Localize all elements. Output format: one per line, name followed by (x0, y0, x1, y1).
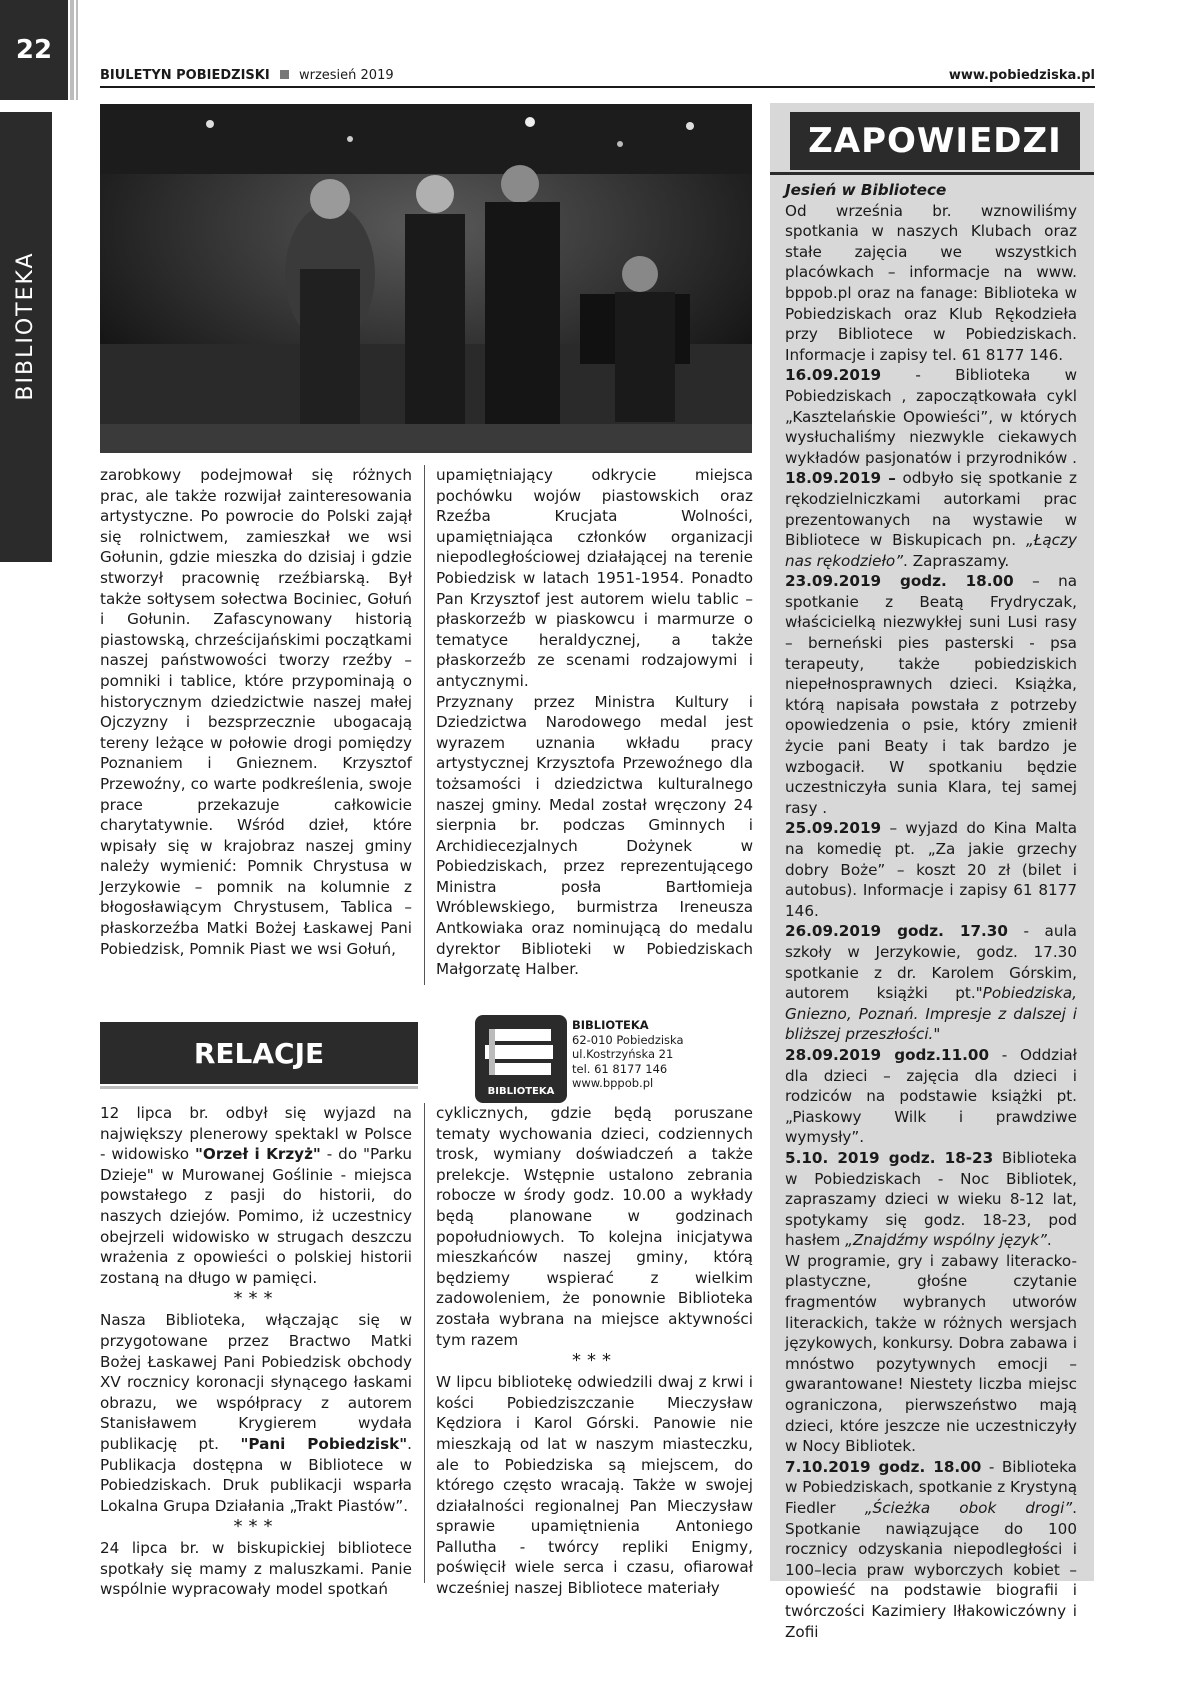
article-paragraph: upamiętniający odkrycie miejsca pochówku wojów piastowskich oraz Rzeźba Krucjata Wolności, upamiętniająca członków organizacji niepodległościowej działającej na terenie Pobiedzisk w latach 1951-1954. Ponadto Pan Krzysztof jest autorem wielu tablic – płaskorzeźb w piaskowcu i marmurze o tematyce heraldycznej, a także płaskorzeźb ze scenami rodzajowymi i antycznymi. (436, 466, 753, 690)
text-run: . Publikacja dostępna w Bibliotece w Pobiedziskach. Druk publikacji wsparła Lokalna Grupa Działania „Trakt Piastów”. (100, 1434, 412, 1515)
relacje-middle-column (436, 1103, 753, 1599)
library-street: ul.Kostrzyńska 21 (572, 1047, 674, 1061)
text-run-bold: "Orzeł i Krzyż" (195, 1145, 321, 1164)
column-divider (424, 1103, 425, 1583)
article-paragraph: Przyznany przez Ministra Kultury i Dziedzictwa Narodowego medal jest wyrazem uznania wkładu pracy artystycznej Krzysztofa Przewoźnego dla tożsamości i dziedzictwa kulturalnego naszej gminy. Medal został wręczony 24 sierpnia br. podczas Gminnych i Archidiecezjalnych Dożynek w Pobiedziskach, przez reprezentującego Ministra posła Bartłomieja Wróblewskiego, burmistrza Ireneusza Antkowiaka oraz nominującą do medalu dyrektor Biblioteki w Pobiedziskach Małgorzatę Halber. (436, 692, 753, 979)
relacje-paragraph (100, 1310, 412, 1516)
zapowiedzi-text (785, 180, 1077, 1642)
page-number: 22 (0, 0, 68, 100)
library-name: BIBLIOTEKA (572, 1018, 649, 1032)
event-item (785, 468, 1077, 571)
publication-title: BIULETYN POBIEDZISKI (100, 68, 270, 83)
library-logo (475, 1015, 567, 1103)
square-separator-icon (280, 70, 289, 79)
event-text: - Oddział dla dzieci – zajęcia dla dzieci i rodziców na podstawie książki pt. „Piaskowy Wilk i prawdziwe wymysły”. (785, 1045, 1077, 1147)
relacje-left-column (100, 1103, 412, 1600)
event-text-italic: „Ścieżka obok drogi” (864, 1499, 1073, 1517)
event-text: – wyjazd do Kina Malta na komedię pt. „Za jakie grzechy dobry Boże” – koszt 20 zł (bilet i autobus). Informacje i zapisy 61 8177 146. (785, 819, 1077, 920)
separator-stars: *** (233, 1288, 279, 1310)
library-phone: tel. 61 8177 146 (572, 1061, 668, 1076)
event-item (785, 1457, 1077, 1642)
relacje-paragraph: 24 lipca br. w biskupickiej bibliotece spotkały się mamy z maluszkami. Panie wspólnie wypracowały model spotkań (100, 1539, 412, 1599)
article-middle-column (436, 465, 753, 980)
logo-label: BIBLIOTEKA (487, 1086, 555, 1097)
text-run: Nasza Biblioteka, włączając się w przygotowane przez Bractwo Matki Bożej Łaskawej Pani Pobiedzisk obchody XV rocznicy koronacji słynącego łaskami obrazu, we współpracy z autorem Stanisławem Krygierem wydała publikację pt. (100, 1311, 412, 1453)
separator-stars: *** (572, 1350, 617, 1372)
event-text-italic: „Łączy nas rękodzieło” (785, 531, 1077, 570)
event-text-italic: „Znajdźmy wspólny język” (845, 1231, 1047, 1250)
article-paragraph: zarobkowy podejmował się różnych prac, ale także rozwijał zainteresowania artystyczne. Po powrocie do Polski zajął się rolnictwem, zamieszkał we wsi Gołunin, gdzie mieszka do dzisiaj i gdzie stworzył pracownię rzeźbiarską. Był także sołtysem sołectwa Bociniec, Gołuń i Gołunin. Zafascynowany historią piastowską, chrześcijańskimi początkami naszej państwowości tworzy rzeźby – pomniki i tablice, które przypominają o historycznym dziedzictwie naszej małej Ojczyzny i bezsprzecznie ubogacają tereny leżące w połowie drogi pomiędzy Poznaniem i Gnieznem. Krzysztof Przewoźny, co warte podkreślenia, swoje prace przekazuje całkowicie charytatywnie. Wśród dzieł, które wpisały się w krajobraz naszej gminy należy wymienić: Pomnik Chrystusa w Jerzykowie – pomnik na kolumnie z błogosławiącym Chrystusem, Tablica – płaskorzeźba Matki Bożej Łaskawej Pani Pobiedzisk, Pomnik Piast we wsi Gołuń, (100, 466, 412, 958)
zapowiedzi-heading: ZAPOWIEDZI (790, 112, 1080, 170)
event-item: W programie, gry i zabawy literacko-plastyczne, głośne czytanie fragmentów wybranych utworów literackich, także w różnych wersjach językowych, konkursy. Dobra zabawa i mnóstwo pozytywnych emocji – gwarantowane! Niestety liczba miejsc ograniczona, pierwszeństwo mają dzieci, które jeszcze nie uczestniczyły w Nocy Bibliotek. (785, 1251, 1077, 1456)
event-item (785, 571, 1077, 818)
event-date: 16.09.2019 (785, 366, 882, 385)
event-item (785, 365, 1077, 468)
event-item (785, 1045, 1077, 1148)
event-date: 5.10. 2019 godz. 18-23 (785, 1148, 994, 1167)
event-date: 7.10.2019 godz. 18.00 (785, 1457, 982, 1476)
zapowiedzi-underline (770, 172, 1094, 175)
event-item (785, 921, 1077, 1045)
event-date: 18.09.2019 – (785, 469, 896, 488)
event-text: odbyło się spotkanie z rękodzielniczkami autorkami prac prezentowanych na wystawie w Bibliotece w Biskupicach pn. (785, 469, 1077, 550)
relacje-paragraph: W lipcu bibliotekę odwiedzili dwaj z krwi i kości Pobiedziszczanie Mieczysław Kędziora i Karol Górski. Panowie nie mieszkają od lat w naszym miasteczku, ale to Pobiedziska są miejscem, do którego często wracają. Także w swojej działalności regionalnej Pan Mieczysław sprawie upamiętnienia Antoniego Pallutha - twórcy repliki Enigmy, poświęcił wiele serca i czasu, ofiarował wcześniej naszej Bibliotece materiały (436, 1373, 753, 1598)
event-date: 28.09.2019 godz.11.00 (785, 1045, 990, 1064)
photo-illustration (100, 104, 752, 453)
header-rule (100, 86, 1095, 88)
event-text: - aula szkoły w Jerzykowie, godz. 17.30 spotkanie z dr. Karolem Górskim, autorem książki pt. (785, 922, 1077, 1003)
library-postal: 62-010 Pobiedziska (572, 1032, 684, 1047)
event-text-italic: "Pobiedziska, Gniezno, Poznań. Impresje z dalszej i bliższej przeszłości." (785, 984, 1077, 1044)
event-text: Biblioteka w Pobiedziskach - Noc Bibliotek, zapraszamy dzieci w wieku 8-12 lat, spotykamy się godz. 18-23, pod hasłem (785, 1148, 1077, 1250)
gutter-line-thin (76, 0, 78, 100)
text-run-bold: "Pani Pobiedzisk" (240, 1434, 408, 1453)
library-contact (572, 1018, 752, 1091)
separator-stars: *** (233, 1516, 279, 1538)
text-run: - do "Parku Dzieje" w Murowanej Goślinie - miejsca powstałego z pasji do historii, do naszych dziejów. Pomimo, iż uczestnicy obejrzeli widowisko w strugach deszczu wrażenia z opowieści o polskiej historii zostaną na długo w pamięci. (100, 1145, 412, 1287)
event-text: . Zapraszamy. (903, 551, 1010, 570)
event-item (785, 1148, 1077, 1251)
zapowiedzi-subtitle: Jesień w Bibliotece (785, 181, 947, 199)
running-header (100, 68, 1095, 88)
issue-date: wrzesień 2019 (298, 68, 394, 83)
event-text: - Biblioteka w Pobiedziskach, spotkanie z Krystyną Fiedler (785, 1457, 1078, 1517)
event-text: . (1046, 1231, 1052, 1250)
zapowiedzi-intro: Od września br. wznowiliśmy spotkania w naszych Klubach oraz stałe zajęcia we wszystkich placówkach – informacje na www. bppob.pl oraz na fanage: Biblioteka w Pobiedziskach oraz Klub Rękodzieła przy Bibliotece w Pobiedziskach. Informacje i zapisy tel. 61 8177 146. (785, 201, 1077, 364)
relacje-paragraph: cyklicznych, gdzie będą poruszane tematy wychowania dzieci, codziennych trosk, wymiany doświadczeń a także prelekcje. Wstępnie ustalono zebrania robocze w środy godz. 10.00 a wykłady będą planowane w godzinach popołudniowych. To kolejna inicjatywa mieszkańców naszej gminy, którą będziemy wspierać z wielkim zadowoleniem, że ponownie Biblioteka została wybrana na miejsce aktywności tym razem (436, 1104, 753, 1349)
award-ceremony-photo (100, 104, 752, 453)
column-divider (424, 465, 425, 985)
gutter-line (70, 0, 74, 100)
event-date: 25.09.2019 (785, 819, 882, 838)
library-web[interactable]: www.bppob.pl (572, 1076, 654, 1090)
event-text: - Biblioteka w Pobiedziskach , zapoczątkowała cykl „Kasztelańskie Opowieści”, w których wysłuchaliśmy niezwykle ciekawych wykładów pasjonatów i przyrodników . (785, 366, 1078, 467)
relacje-heading: RELACJE (100, 1022, 418, 1084)
event-date: 26.09.2019 godz. 17.30 (785, 922, 1008, 941)
section-label: BIBLIOTEKA (12, 251, 38, 401)
relacje-underline (100, 1086, 418, 1089)
website-link[interactable]: www.pobiedziska.pl (948, 68, 1095, 83)
event-text: . Spotkanie nawiązujące do 100 rocznicy odzyskania niepodległości i 100–lecia praw wyborczych kobiet – opowieść na podstawie biografii i twórczości Kazimiery Iłłakowiczówny i Zofii (785, 1499, 1077, 1641)
article-left-column (100, 465, 412, 959)
relacje-paragraph (100, 1103, 412, 1288)
event-item (785, 818, 1077, 921)
event-text: – na spotkanie z Beatą Frydryczak, właścicielką niezwykłej suni Lusi rasy – berneński pies pasterski - psa terapeuty, także pobiedziskich niepełnosprawnych dzieci. Książka, którą napisała powstała z potrzeby opowiedzenia o psie, który zmienił życie pani Beaty i tak bardzo je wzbogacił. W spotkaniu będzie uczestniczyła sunia Klara, tej samej rasy . (785, 572, 1078, 817)
event-date: 23.09.2019 godz. 18.00 (785, 572, 1014, 591)
text-run: 12 lipca br. odbył się wyjazd na największy plenerowy spektakl w Polsce - widowisko (100, 1104, 412, 1164)
